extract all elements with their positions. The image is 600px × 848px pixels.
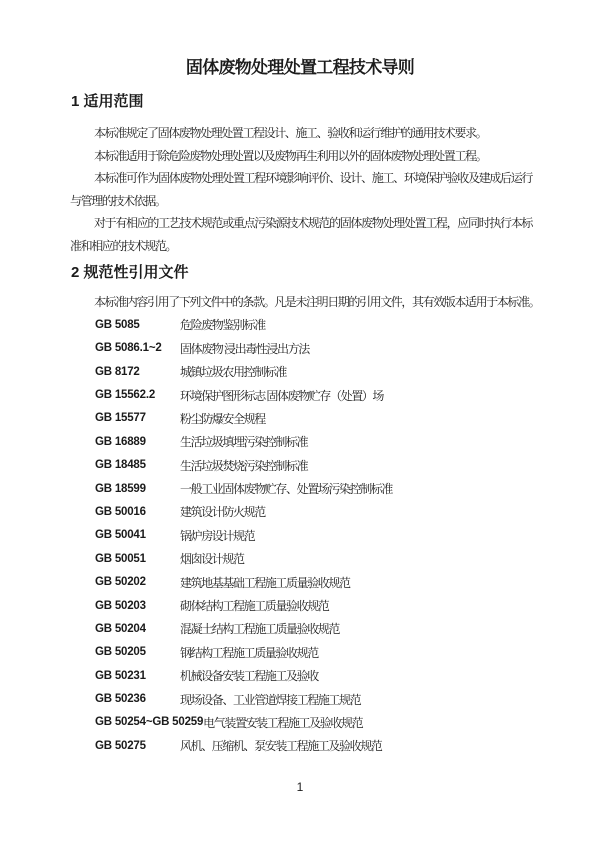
reference-title: 建筑地基基础工程施工质量验收规范 xyxy=(180,575,350,590)
reference-row xyxy=(95,524,600,547)
reference-code: GB 50203 xyxy=(95,599,146,612)
section-1-paragraph: 本标准规定了固体废物处理处置工程设计、施工、验收和运行维护的通用技术要求。 xyxy=(94,126,487,140)
reference-row xyxy=(95,360,600,383)
reference-code: GB 50041 xyxy=(95,529,146,542)
reference-title: 生活垃圾焚烧污染控制标准 xyxy=(180,458,308,473)
reference-title: 钢结构工程施工质量验收规范 xyxy=(180,645,318,660)
reference-title: 砌体结构工程施工质量验收规范 xyxy=(180,599,329,614)
reference-title: 一般工业固体废物贮存、处置场污染控制标准 xyxy=(180,482,393,497)
reference-title: 危险废物鉴别标准 xyxy=(180,318,265,333)
reference-row xyxy=(95,734,600,757)
reference-row xyxy=(95,687,600,710)
reference-row xyxy=(95,313,600,336)
reference-title: 现场设备、工业管道焊接工程施工规范 xyxy=(180,692,361,707)
reference-code: GB 16889 xyxy=(95,435,146,448)
reference-row xyxy=(95,454,600,477)
reference-row xyxy=(95,711,600,734)
reference-code: GB 50202 xyxy=(95,576,146,589)
reference-code: GB 50236 xyxy=(95,693,146,706)
reference-code: GB 5085 xyxy=(95,318,140,331)
reference-title: 风机、压缩机、泵安装工程施工及验收规范 xyxy=(180,739,382,754)
reference-code: GB 50051 xyxy=(95,552,146,565)
section-1-paragraph: 本标准可作为固体废物处理处置工程环境影响评价、设计、施工、环境保护验收及建成后运行与管理的技术依据。 xyxy=(70,171,532,208)
reference-title: 建筑设计防火规范 xyxy=(180,505,265,520)
reference-row xyxy=(95,430,600,453)
reference-row xyxy=(95,547,600,570)
reference-row xyxy=(95,383,600,406)
reference-row xyxy=(95,407,600,430)
reference-row xyxy=(95,337,600,360)
page-number: 1 xyxy=(296,779,304,794)
reference-code: GB 50254~GB 50259 xyxy=(95,716,204,729)
document-title: 固体废物处理处置工程技术导则 xyxy=(185,58,415,77)
reference-title: 粉尘防爆安全规程 xyxy=(180,411,265,426)
reference-code: GB 50016 xyxy=(95,505,146,518)
section-1-paragraph: 对于有相应的工艺技术规范或重点污染源技术规范的固体废物处理处置工程，应同时执行本标准和相应的技术规范。 xyxy=(70,216,532,253)
section-2-intro: 本标准内容引用了下列文件中的条款。凡是未注明日期的引用文件，其有效版本适用于本标准。 xyxy=(94,294,540,309)
reference-code: GB 50231 xyxy=(95,669,146,682)
references-list xyxy=(95,313,600,757)
reference-code: GB 50205 xyxy=(95,646,146,659)
reference-row xyxy=(95,664,600,687)
reference-title: 电气装置安装工程施工及验收规范 xyxy=(203,715,363,730)
reference-title: 城镇垃圾农用控制标准 xyxy=(180,365,287,380)
section-1-heading: 1 适用范围 xyxy=(71,93,144,110)
reference-row xyxy=(95,477,600,500)
reference-title: 烟囱设计规范 xyxy=(180,552,244,567)
reference-title: 机械设备安装工程施工及验收 xyxy=(180,669,318,684)
reference-row xyxy=(95,641,600,664)
reference-code: GB 8172 xyxy=(95,365,140,378)
reference-code: GB 50204 xyxy=(95,622,146,635)
reference-row xyxy=(95,594,600,617)
reference-title: 混凝土结构工程施工质量验收规范 xyxy=(180,622,340,637)
section-1-paragraph: 本标准适用于除危险废物处理处置以及废物再生利用以外的固体废物处理处置工程。 xyxy=(94,148,487,163)
reference-code: GB 15562.2 xyxy=(95,389,156,402)
reference-code: GB 18485 xyxy=(95,459,146,472)
reference-code: GB 18599 xyxy=(95,482,146,495)
reference-code: GB 50275 xyxy=(95,739,146,752)
reference-title: 锅炉房设计规范 xyxy=(180,528,255,543)
reference-title: 生活垃圾填埋污染控制标准 xyxy=(180,435,308,450)
reference-code: GB 5086.1~2 xyxy=(95,342,162,355)
reference-row xyxy=(95,570,600,593)
section-2-heading: 2 规范性引用文件 xyxy=(71,263,189,281)
reference-code: GB 15577 xyxy=(95,412,146,425)
reference-row xyxy=(95,500,600,523)
reference-title: 环境保护图形标志 固体废物贮存（处置）场 xyxy=(180,388,384,403)
reference-title: 固体废物 浸出毒性浸出方法 xyxy=(180,341,309,356)
reference-row xyxy=(95,617,600,640)
